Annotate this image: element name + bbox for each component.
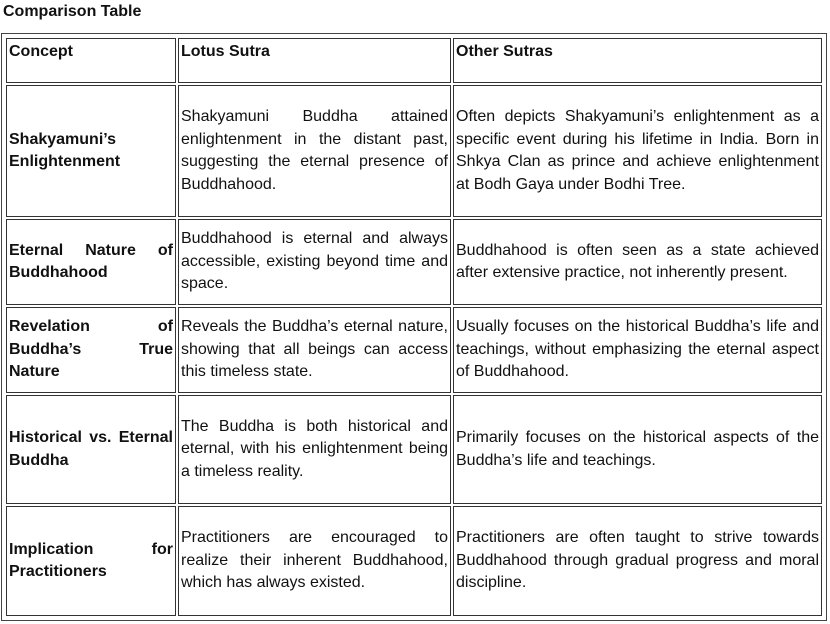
table-title: Comparison Table (3, 3, 142, 20)
other-sutras-cell: Often depicts Shakyamuni’s enlightenment as a specific event during his lifetime in India. Born in Shkya Clan as prince and achieve enlightenment at Bodh Gaya under Bodhi Tree. (453, 85, 822, 217)
concept-cell: Implication for Practitioners (6, 506, 176, 616)
concept-cell: Shakyamuni’s Enlightenment (6, 85, 176, 217)
table-header-row (6, 38, 822, 83)
other-sutras-cell: Usually focuses on the historical Buddha’s life and teachings, without emphasizing the eternal aspect of Buddhahood. (453, 307, 822, 393)
comparison-table-frame (1, 33, 827, 621)
header-lotus-sutra: Lotus Sutra (178, 38, 451, 83)
table-row (6, 219, 822, 305)
lotus-sutra-cell: Practitioners are encouraged to realize their inherent Buddhahood, which has always existed. (178, 506, 451, 616)
other-sutras-cell: Primarily focuses on the historical aspects of the Buddha’s life and teachings. (453, 395, 822, 505)
lotus-sutra-cell: Buddhahood is eternal and always accessible, existing beyond time and space. (178, 219, 451, 305)
header-other-sutras: Other Sutras (453, 38, 822, 83)
other-sutras-cell: Practitioners are often taught to strive towards Buddhahood through gradual progress and moral discipline. (453, 506, 822, 616)
table-row (6, 395, 822, 505)
other-sutras-cell: Buddhahood is often seen as a state achieved after extensive practice, not inherently present. (453, 219, 822, 305)
table-row (6, 307, 822, 393)
concept-cell: Eternal Nature of Buddhahood (6, 219, 176, 305)
concept-cell: Historical vs. Eternal Buddha (6, 395, 176, 505)
header-concept: Concept (6, 38, 176, 83)
table-row (6, 85, 822, 217)
lotus-sutra-cell: Shakyamuni Buddha attained enlightenment in the distant past, suggesting the eternal presence of Buddhahood. (178, 85, 451, 217)
comparison-table (4, 36, 824, 618)
table-row (6, 506, 822, 616)
lotus-sutra-cell: The Buddha is both historical and eternal, with his enlightenment being a timeless reality. (178, 395, 451, 505)
concept-cell: Revelation of Buddha’s True Nature (6, 307, 176, 393)
lotus-sutra-cell: Reveals the Buddha’s eternal nature, showing that all beings can access this timeless state. (178, 307, 451, 393)
